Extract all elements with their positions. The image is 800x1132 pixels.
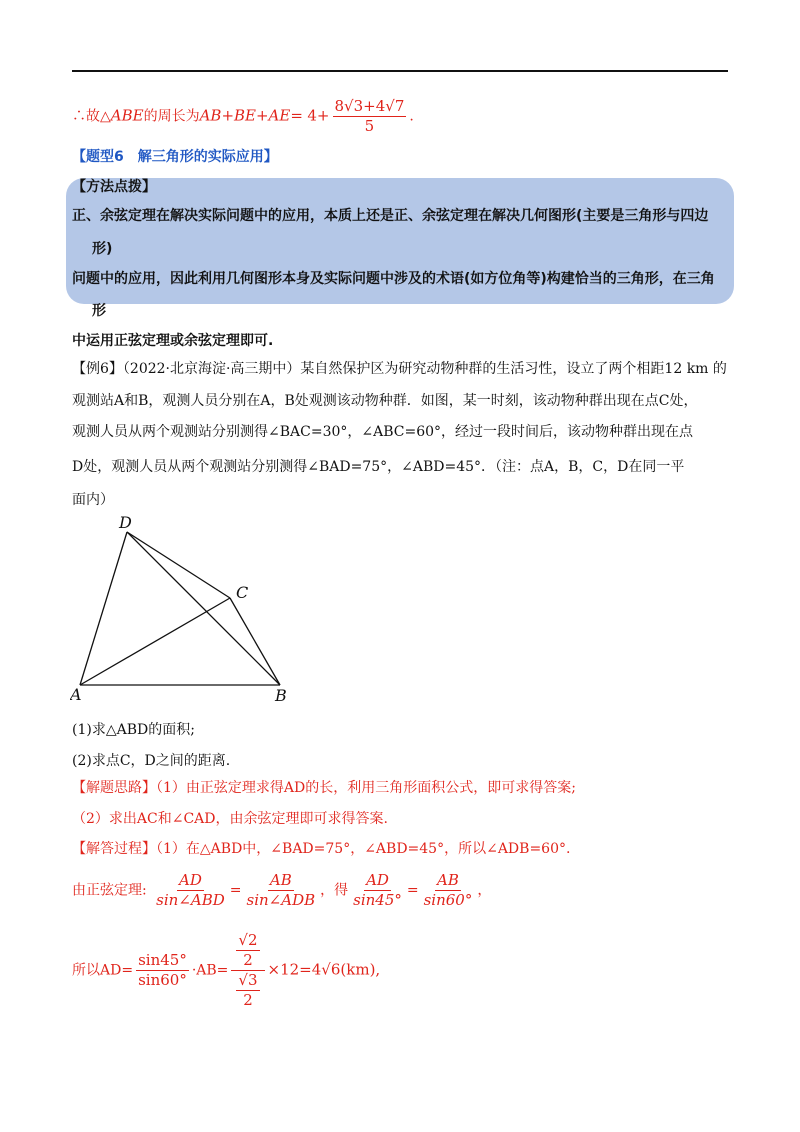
fraction-numerator: AD: [179, 871, 202, 889]
fraction-denominator: 5: [364, 117, 375, 135]
method-line-5: 中运用正弦定理或余弦定理即可.: [72, 333, 274, 349]
fraction-sin45-sin60: [136, 952, 189, 989]
point-d-label: D: [119, 513, 132, 532]
segment-db: [127, 532, 280, 685]
fraction-ab-sin60: [422, 872, 475, 909]
example-line-1: 【例6】（2022·北京海淀·高三期中）某自然保护区为研究动物种群的生活习性，设立了两个相距12 km 的: [72, 361, 727, 377]
fraction-numerator: √2: [238, 931, 258, 949]
perimeter-label: 的周长为: [143, 108, 200, 125]
perimeter-four: 4+: [307, 106, 330, 125]
idea-line-2: （2）求出AC和∠CAD，由余弦定理即可求得答案.: [72, 811, 388, 827]
type-title: 【题型6 解三角形的实际应用】: [72, 149, 278, 165]
example-line-5: 面内）: [72, 492, 114, 508]
triangle-abe: ABE: [110, 106, 144, 125]
method-line-1: 正、余弦定理在解决实际问题中的应用，本质上还是正、余弦定理在解决几何图形(主要是三角形与四边: [72, 208, 709, 224]
sine-law-label: 由正弦定理:: [72, 882, 147, 899]
compound-fraction: [231, 932, 264, 1009]
fraction-denominator: sin60°: [423, 891, 473, 909]
fraction-denominator: sin45°: [353, 891, 402, 909]
solution-line-1: 【解答过程】（1）在△ABD中，∠BAD=75°，∠ABD=45°，所以∠ADB=60°.: [72, 841, 571, 857]
idea-line-1: 【解题思路】（1）由正弦定理求得AD的长，利用三角形面积公式，即可求得答案;: [72, 780, 576, 796]
fraction-numerator: sin45°: [138, 951, 187, 969]
point-a-label: A: [70, 685, 82, 704]
result-ad: ×12=4√6(km),: [267, 960, 381, 979]
therefore-get: ，得: [320, 882, 349, 899]
inner-fraction-sqrt3: [236, 972, 259, 1009]
example-line-4: D处，观测人员从两个观测站分别测得∠BAD=75°，∠ABD=45°．（注：点A，B，C，D在同一平: [72, 459, 685, 475]
example-line-2: 观测站A和B，观测人员分别在A，B处观测该动物种群．如图，某一时刻，该动物种群出现在点C处，: [72, 393, 698, 409]
point-b-label: B: [275, 686, 287, 705]
ad-equals: 所以AD=: [72, 962, 134, 979]
header-rule: [72, 70, 728, 72]
inner-fraction-sqrt2: [236, 932, 259, 969]
fraction-ab-sinadb: [245, 872, 318, 909]
solution-line-3: [72, 932, 380, 1009]
fraction-numerator: AB: [437, 871, 459, 889]
method-line-4: 形: [92, 303, 106, 319]
times-ab: ·AB=: [191, 962, 229, 979]
compound-denominator: [231, 971, 264, 1009]
fraction-ad-sin45: [351, 872, 404, 909]
method-title: 【方法点拨】: [72, 179, 156, 195]
therefore-text: ∴故△: [72, 108, 111, 125]
segment-cb: [230, 598, 280, 685]
point-c-label: C: [236, 583, 249, 602]
quadrilateral-figure: [70, 510, 300, 710]
solution-line-2: 由正弦定理: $\frac{AD}{\text{sin∠ABD}}$ = $\frac{AB}{\text{sin∠ADB}}$ ，得 $\frac{AD}{\sin 45^\circ}$ = $\frac{AB}{\sin 60^\circ}$ ，: [72, 871, 492, 909]
question-2: (2)求点C，D之间的距离.: [72, 753, 231, 769]
example-line-3: 观测人员从两个观测站分别测得∠BAC=30°，∠ABC=60°，经过一段时间后，该动物种群出现在点: [72, 424, 694, 440]
perimeter-sum: AB+BE+AE=: [199, 106, 303, 125]
fraction-numerator: √3: [238, 971, 258, 989]
fraction-numerator: AB: [269, 871, 292, 889]
method-line-2: 形): [92, 241, 113, 257]
method-line-3: 问题中的应用，因此利用几何图形本身及实际问题中涉及的术语(如方位角等)构建恰当的三角形，在三角: [72, 271, 715, 287]
fraction-denominator: sin∠ABD: [156, 891, 225, 909]
question-1: (1)求△ABD的面积;: [72, 722, 195, 738]
perimeter-fraction: [333, 98, 407, 135]
fraction-numerator: AD: [366, 871, 389, 889]
fraction-denominator: 2: [243, 991, 253, 1009]
fraction-denominator: sin60°: [138, 971, 187, 989]
segment-dc: [127, 532, 230, 598]
fraction-denominator: sin∠ADB: [246, 891, 316, 909]
comma: ，: [477, 882, 492, 899]
period: .: [409, 108, 414, 125]
perimeter-result: [72, 98, 414, 135]
fraction-denominator: 2: [243, 951, 253, 969]
fraction-ad-sinabd: [154, 872, 227, 909]
compound-numerator: [231, 932, 264, 971]
fraction-numerator: 8√3+4√7: [334, 97, 405, 115]
